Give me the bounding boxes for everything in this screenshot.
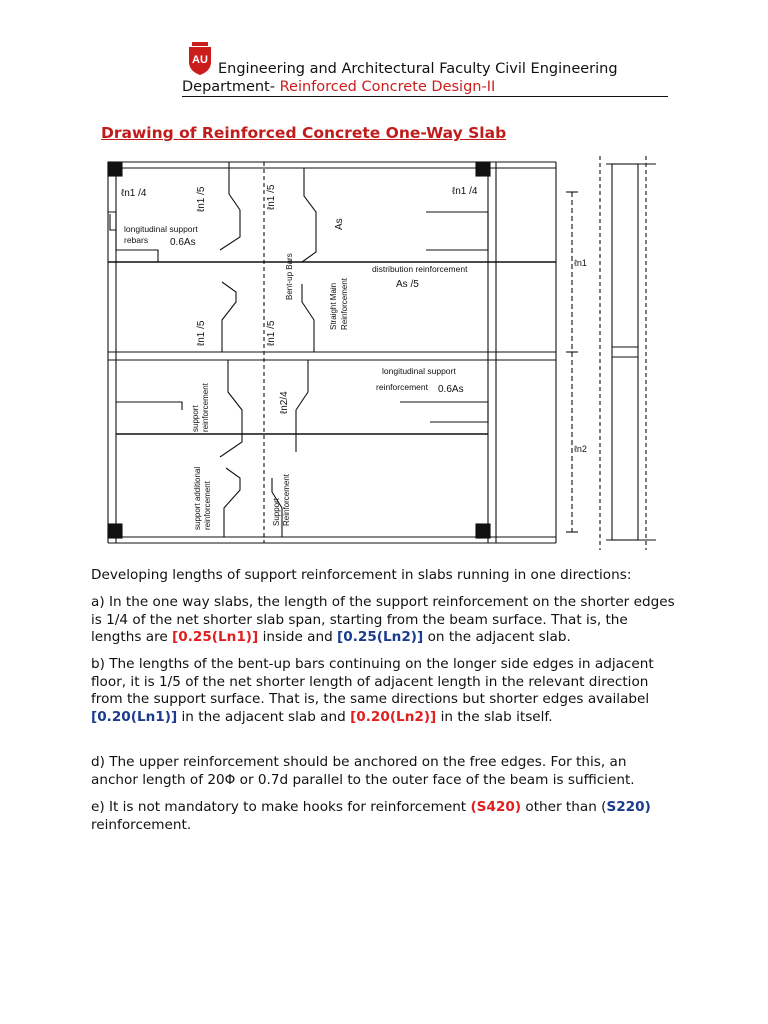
label-ln1-5-d: ℓn1 /5 bbox=[266, 320, 277, 346]
label-support-cap-1: Support bbox=[272, 497, 281, 526]
paragraph-b bbox=[91, 656, 676, 726]
label-ln1-5-b: ℓn1 /5 bbox=[266, 184, 277, 210]
university-shield-logo bbox=[186, 42, 214, 76]
value-s220: S220) bbox=[606, 799, 651, 815]
label-bent-up-bars: Bent-up Bars bbox=[285, 253, 294, 300]
value-s420: (S420) bbox=[470, 799, 522, 815]
paragraph-b-part2: in the adjacent slab and bbox=[177, 708, 351, 725]
label-support-reinf-1: support bbox=[191, 405, 200, 432]
header-faculty: Engineering and Architectural Faculty Civil Engineering bbox=[218, 61, 618, 77]
label-reinforcement-value: 0.6As bbox=[438, 384, 464, 395]
label-distribution-value: As /5 bbox=[396, 279, 419, 290]
label-support-add-1: support additional bbox=[193, 466, 202, 530]
logo-text: AU bbox=[192, 54, 208, 66]
label-straight-main-1: Straight Main bbox=[329, 282, 338, 330]
label-long-support-top: longitudinal support bbox=[124, 224, 198, 234]
intro-paragraph: Developing lengths of support reinforcement in slabs running in one directions: bbox=[91, 567, 632, 583]
value-025-ln1: [0.25(Ln1)] bbox=[172, 629, 259, 646]
label-ln1-4-right: ℓn1 /4 bbox=[452, 186, 478, 197]
value-025-ln2: [0.25(Ln2)] bbox=[337, 629, 424, 646]
label-long-support-bottom: longitudinal support bbox=[382, 366, 456, 376]
paragraph-b-part3: in the slab itself. bbox=[436, 708, 553, 725]
label-ln2-dimension: ℓn2 bbox=[574, 444, 587, 454]
label-ln1-4-left: ℓn1 /4 bbox=[121, 188, 147, 199]
slab-drawing bbox=[96, 152, 690, 552]
label-reinforcement: reinforcement bbox=[376, 382, 428, 392]
label-ln1-5-a: ℓn1 /5 bbox=[196, 186, 207, 212]
label-ln1-dimension: ℓn1 bbox=[574, 258, 587, 268]
value-020-ln2: [0.20(Ln2)] bbox=[350, 708, 437, 725]
paragraph-e-part1: e) It is not mandatory to make hooks for reinforcement bbox=[91, 799, 471, 815]
label-support-reinf-2: reinforcement bbox=[201, 383, 210, 432]
label-ln2-4: ℓn2/4 bbox=[279, 391, 290, 414]
label-rebars-value: 0.6As bbox=[170, 237, 196, 248]
value-020-ln1: [0.20(Ln1)] bbox=[91, 708, 178, 725]
paragraph-a-part3: on the adjacent slab. bbox=[423, 629, 571, 646]
paragraph-a-part1: a) In the one way slabs, the length of the support reinforcement on the shorter edges is 1/4 of the net shorter slab span, starting from the beam surface. That is, the lengths are bbox=[91, 594, 675, 646]
paragraph-e-part2: other than ( bbox=[521, 799, 607, 815]
paragraph-a-part2: inside and bbox=[258, 629, 338, 646]
header-course: Reinforced Concrete Design-II bbox=[279, 79, 496, 95]
label-rebars: rebars bbox=[124, 235, 149, 245]
page-title: Drawing of Reinforced Concrete One-Way Slab bbox=[101, 124, 507, 142]
label-distribution: distribution reinforcement bbox=[372, 264, 468, 274]
paragraph-e-part3: reinforcement. bbox=[91, 816, 192, 833]
label-support-cap-2: Reinforcement bbox=[282, 473, 291, 526]
header-department-prefix: Department- bbox=[182, 79, 275, 95]
label-as: As bbox=[334, 218, 345, 230]
paragraph-d: d) The upper reinforcement should be anchored on the free edges. For this, an anchor length of 20Φ or 0.7d parallel to the outer face of the beam is sufficient. bbox=[91, 754, 635, 788]
label-ln1-5-c: ℓn1 /5 bbox=[196, 320, 207, 346]
header-department bbox=[182, 79, 668, 97]
paragraph-e bbox=[91, 799, 676, 834]
paragraph-a bbox=[91, 594, 676, 647]
label-straight-main-2: Reinforcement bbox=[340, 277, 349, 330]
paragraph-b-part1: b) The lengths of the bent-up bars continuing on the longer side edges in adjacent floor, it is 1/5 of the net shorter length of adjacent length in the relevant direction from the support surface. That is, the same directions but shorter edges availabel bbox=[91, 656, 654, 708]
label-support-add-2: reinforcement bbox=[203, 481, 212, 530]
